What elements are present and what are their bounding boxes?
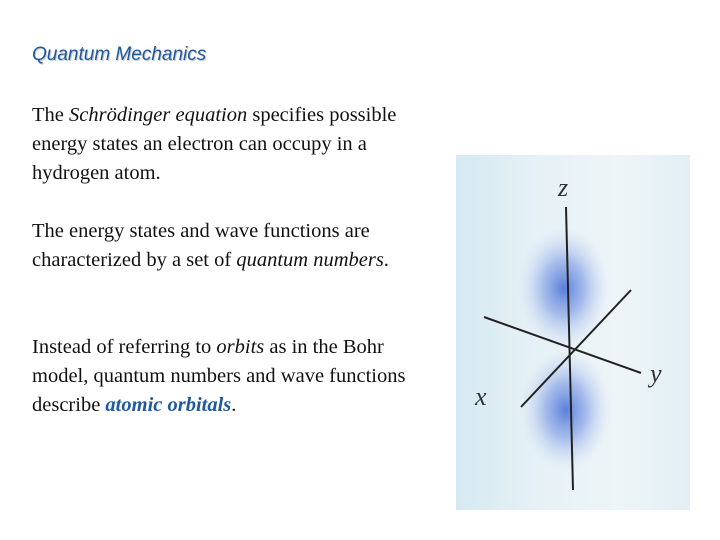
- orbital-diagram: [456, 155, 690, 510]
- paragraph-3-text-end: .: [231, 394, 237, 416]
- p-orbital-illustration: [456, 155, 690, 510]
- orbits-term: orbits: [216, 336, 265, 358]
- paragraph-3-text: Instead of referring to: [32, 336, 217, 358]
- lower-lobe: [520, 348, 612, 472]
- slide-title: Quantum Mechanics: [32, 44, 207, 65]
- paragraph-2-text-end: .: [383, 249, 389, 271]
- x-axis-label: x: [475, 382, 487, 411]
- schrodinger-equation-term: Schrödinger equation: [69, 104, 248, 126]
- paragraph-1-text: The: [32, 104, 69, 126]
- paragraph-schrodinger: [32, 101, 442, 188]
- paragraph-2-text: The energy states and wave functions are characterized by a set of: [32, 220, 370, 271]
- upper-lobe: [518, 226, 610, 350]
- y-axis-label: y: [650, 359, 662, 388]
- paragraph-quantum-numbers: [32, 217, 442, 275]
- quantum-numbers-term: quantum numbers: [236, 249, 384, 271]
- z-axis-label: z: [558, 173, 569, 202]
- atomic-orbitals-term: atomic orbitals: [105, 394, 232, 416]
- paragraph-atomic-orbitals: [32, 333, 442, 420]
- paragraph-3-text-middle: as in the Bohr model, quantum numbers and wave functions describe: [32, 336, 406, 416]
- paragraph-1-text-end: specifies possible energy states an electron can occupy in a hydrogen atom.: [32, 104, 397, 184]
